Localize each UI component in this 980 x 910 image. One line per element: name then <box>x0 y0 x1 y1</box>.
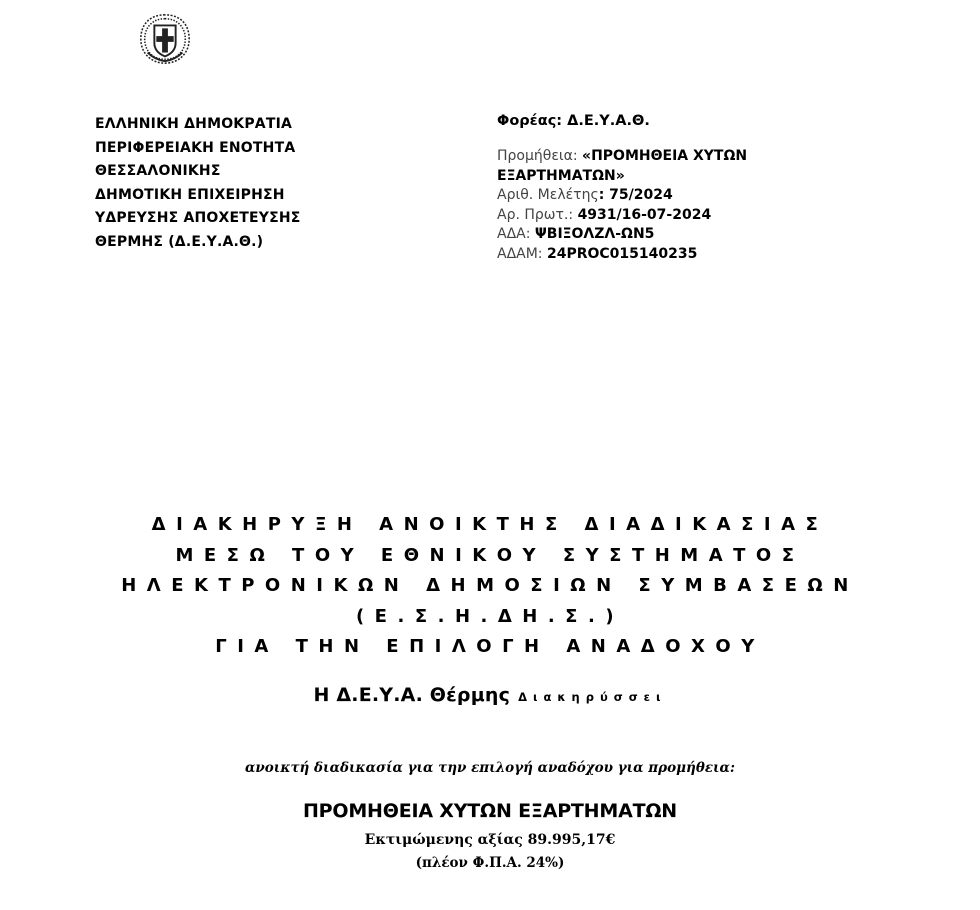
issuer-line: ΔΗΜΟΤΙΚΗ ΕΠΙΧΕΙΡΗΣΗ <box>95 186 285 203</box>
protocol-value: 4931/16-07-2024 <box>577 206 712 223</box>
protocol-row <box>497 206 747 226</box>
announce-verb: Διακηρύσσει <box>518 690 667 704</box>
issuer-line: ΠΕΡΙΦΕΡΕΙΑΚΗ ΕΝΟΤΗΤΑ <box>95 139 296 156</box>
adam-label: ΑΔΑΜ: <box>497 245 547 262</box>
adam-row <box>497 245 747 265</box>
meletis-row <box>497 186 747 206</box>
announcer: Η Δ.Ε.Υ.Α. Θέρμης <box>313 684 511 706</box>
meletis-value: : 75/2024 <box>598 187 673 203</box>
promitheia-row <box>497 147 747 167</box>
reference-block <box>497 113 747 264</box>
title-line: ΜΕΣΩ ΤΟΥ ΕΘΝΙΚΟΥ ΣΥΣΤΗΜΑΤΟΣ <box>175 544 805 566</box>
title-line: ΔΙΑΚΗΡΥΞΗ ΑΝΟΙΚΤΗΣ ΔΙΑΔΙΚΑΣΙΑΣ <box>151 514 829 535</box>
document-title <box>0 510 980 663</box>
vat-note: (πλέον Φ.Π.Α. 24%) <box>415 855 565 871</box>
promitheia-value: «ΠΡΟΜΗΘΕΙΑ ΧΥΤΩΝ <box>582 148 748 164</box>
meletis-label: Αριθ. Μελέτης <box>497 187 599 203</box>
issuer-line: ΥΔΡΕΥΣΗΣ ΑΠΟΧΕΤΕΥΣΗΣ <box>95 210 301 226</box>
announcement <box>0 684 980 706</box>
protocol-label: Αρ. Πρωτ.: <box>497 206 578 223</box>
ada-label: ΑΔΑ: <box>497 226 535 242</box>
adam-value: 24PROC015140235 <box>546 245 698 262</box>
estimated-value: Εκτιμώμενης αξίας 89.995,17€ <box>364 832 616 848</box>
issuer-line: ΘΕΣΣΑΛΟΝΙΚΗΣ <box>95 163 221 179</box>
supply-title: ΠΡΟΜΗΘΕΙΑ ΧΥΤΩΝ ΕΞΑΡΤΗΜΑΤΩΝ <box>302 800 678 822</box>
greek-coat-of-arms-icon <box>136 10 194 68</box>
title-line: (Ε.Σ.Η.ΔΗ.Σ.) <box>355 605 625 627</box>
intro-text: ανοικτή διαδικασία για την επιλογή αναδόχου για προμήθεια: <box>245 760 735 776</box>
title-line: ΗΛΕΚΤΡΟΝΙΚΩΝ ΔΗΜΟΣΙΩΝ ΣΥΜΒΑΣΕΩΝ <box>121 575 859 596</box>
issuer-block <box>95 113 301 254</box>
issuer-line: ΕΛΛΗΝΙΚΗ ΔΗΜΟΚΡΑΤΙΑ <box>95 116 293 132</box>
promitheia-value-cont: ΕΞΑΡΤΗΜΑΤΩΝ» <box>497 167 625 184</box>
promitheia-row-cont <box>497 167 747 187</box>
foreas-line: Φορέας: Δ.Ε.Υ.Α.Θ. <box>497 113 650 129</box>
promitheia-label: Προμήθεια: <box>497 148 583 164</box>
ada-row <box>497 225 747 245</box>
issuer-line: ΘΕΡΜΗΣ (Δ.Ε.Υ.Α.Θ.) <box>95 233 264 250</box>
title-line: ΓΙΑ ΤΗΝ ΕΠΙΛΟΓΗ ΑΝΑΔΟΧΟΥ <box>215 636 765 657</box>
ada-value: ΨΒΙΞΟΛΖΛ-ΩΝ5 <box>534 226 655 242</box>
